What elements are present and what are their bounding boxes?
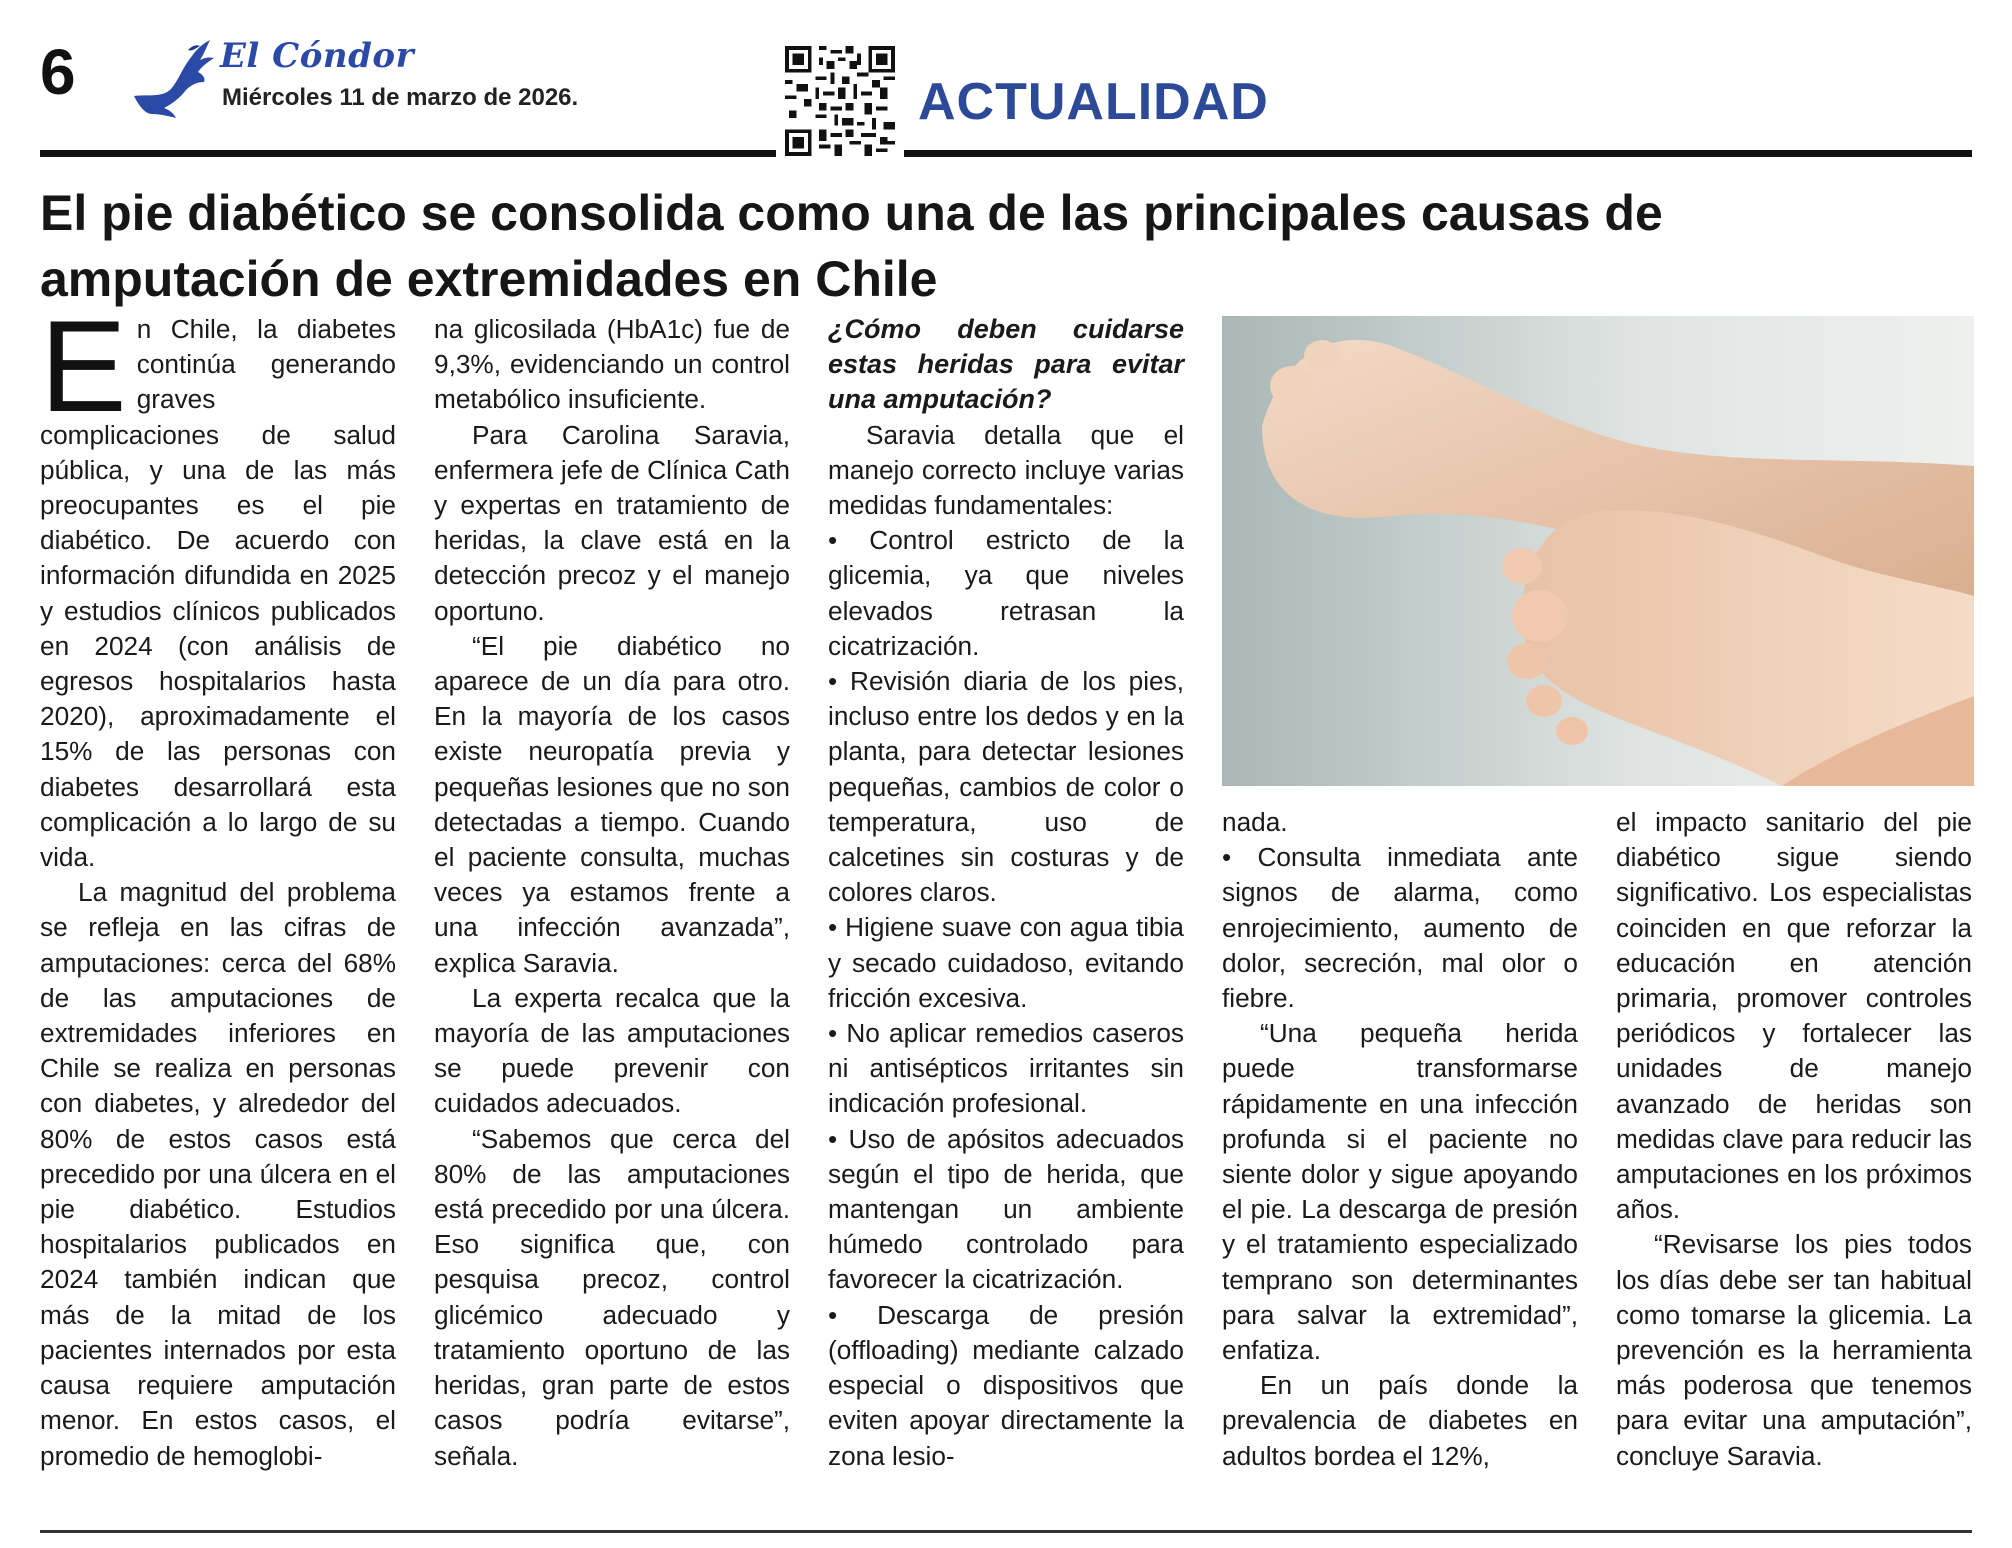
- header-rule-right: [904, 150, 1972, 157]
- subheading: ¿Cómo deben cuidarse estas heridas para evitar una amputación?: [828, 314, 1184, 415]
- drop-cap: E: [40, 293, 127, 439]
- paragraph: Para Carolina Saravia, enfermera jefe de Clínica Cath y expertas en tratamiento de heridas, la clave está en la detección precoz y el manejo oportuno.: [434, 419, 790, 626]
- paragraph: La experta recalca que la mayoría de las amputaciones se puede prevenir con cuidados adecuados.: [434, 982, 790, 1119]
- brand-name: El Cóndor: [220, 36, 414, 76]
- paragraph: La magnitud del problema se refleja en las cifras de amputaciones: cerca del 68% de las amputaciones de extremidades inferiores en Chile se realiza en personas con diabetes, y alrededor del 80% de estos casos está precedido por una úlcera en el pie diabético. Estudios hospitalarios publicados en 2024 también indican que más de la mitad de los pacientes internados por esta causa requiere amputación menor. En estos casos, el promedio de hemoglobi-: [40, 877, 396, 1471]
- article-photo-feet: [1222, 316, 1974, 786]
- condor-logo-icon: [130, 38, 215, 120]
- paragraph: nada.: [1222, 807, 1288, 837]
- quote-paragraph: “El pie diabético no aparece de un día para otro. En la mayoría de los casos existe neuropatía previa y pequeñas lesiones que no son detectadas a tiempo. Cuando el paciente consulta, muchas veces ya estamos frente a una infección avanzada”, explica Saravia.: [434, 630, 790, 978]
- bullet-item: • Higiene suave con agua tibia y secado cuidadoso, evitando fricción excesiva.: [828, 912, 1184, 1013]
- header-rule-left: [40, 150, 776, 157]
- lead-paragraph: [40, 293, 396, 875]
- footer-rule: [40, 1530, 1972, 1533]
- article-column-2: [434, 312, 790, 1474]
- page-number: 6: [40, 36, 76, 108]
- section-title: ACTUALIDAD: [918, 73, 1269, 131]
- qr-code-icon: [782, 46, 898, 156]
- bullet-item: • Descarga de presión (offloading) mediante calzado especial o dispositivos que eviten apoyar directamente la zona lesio-: [828, 1299, 1184, 1471]
- quote-paragraph: “Revisarse los pies todos los días debe ser tan habitual como tomarse la glicemia. La prevención es la herramienta más poderosa que tenemos para evitar una amputación”, concluye Saravia.: [1616, 1229, 1972, 1471]
- bullet-item: • Revisión diaria de los pies, incluso entre los dedos y en la planta, para detectar lesiones pequeñas, cambios de color o temperatura, uso de calcetines sin costuras y de colores claros.: [828, 666, 1184, 908]
- paragraph: Saravia detalla que el manejo correcto incluye varias medidas fundamentales:: [828, 419, 1184, 521]
- article-headline: El pie diabético se consolida como una de las principales causas de amputación de extremidades en Chile: [40, 185, 1663, 307]
- bullet-item: • Uso de apósitos adecuados según el tipo de herida, que mantengan un ambiente húmedo controlado para favorecer la cicatrización.: [828, 1123, 1184, 1295]
- issue-date: Miércoles 11 de marzo de 2026.: [222, 84, 579, 111]
- lead-text: n Chile, la diabetes continúa generando graves complicaciones de salud pública, y una de las más preocupantes es el pie diabético. De acuerdo con información difundida en 2025 y estudios clínicos publicados en 2024 (con análisis de egresos hospitalarios hasta 2020), aproximadamente el 15% de las personas con diabetes desarrollará esta complicación a lo largo de su vida.: [40, 314, 396, 873]
- quote-paragraph: “Una pequeña herida puede transformarse rápidamente en una infección profunda si el paciente no siente dolor y sigue apoyando el pie. La descarga de presión y el tratamiento especializado temprano son determinantes para salvar la extremidad”, enfatiza.: [1222, 1018, 1578, 1366]
- quote-paragraph: “Sabemos que cerca del 80% de las amputaciones está precedido por una úlcera. Eso significa que, con pesquisa precoz, control glicémico adecuado y tratamiento oportuno de las heridas, gran parte de estos casos podría evitarse”, señala.: [434, 1123, 790, 1471]
- article-column-1: [40, 293, 396, 1474]
- feet-illustration: [1222, 316, 1974, 786]
- article-column-5: [1616, 805, 1972, 1474]
- article-column-3: [828, 312, 1184, 1474]
- paragraph: En un país donde la prevalencia de diabetes en adultos bordea el 12%,: [1222, 1370, 1578, 1471]
- bullet-item: • Consulta inmediata ante signos de alarma, como enrojecimiento, aumento de dolor, secreción, mal olor o fiebre.: [1222, 842, 1578, 1014]
- paragraph: el impacto sanitario del pie diabético sigue siendo significativo. Los especialistas coinciden en que reforzar la educación en atención primaria, promover controles periódicos y fortalecer las unidades de manejo avanzado de heridas son medidas clave para reducir las amputaciones en los próximos años.: [1616, 807, 1972, 1225]
- bullet-item: • No aplicar remedios caseros ni antisépticos irritantes sin indicación profesional.: [828, 1018, 1184, 1119]
- bullet-item: • Control estricto de la glicemia, ya que niveles elevados retrasan la cicatrización.: [828, 525, 1184, 661]
- paragraph: na glicosilada (HbA1c) fue de 9,3%, evidenciando un control metabólico insuficiente.: [434, 314, 790, 415]
- article-column-4: [1222, 805, 1578, 1474]
